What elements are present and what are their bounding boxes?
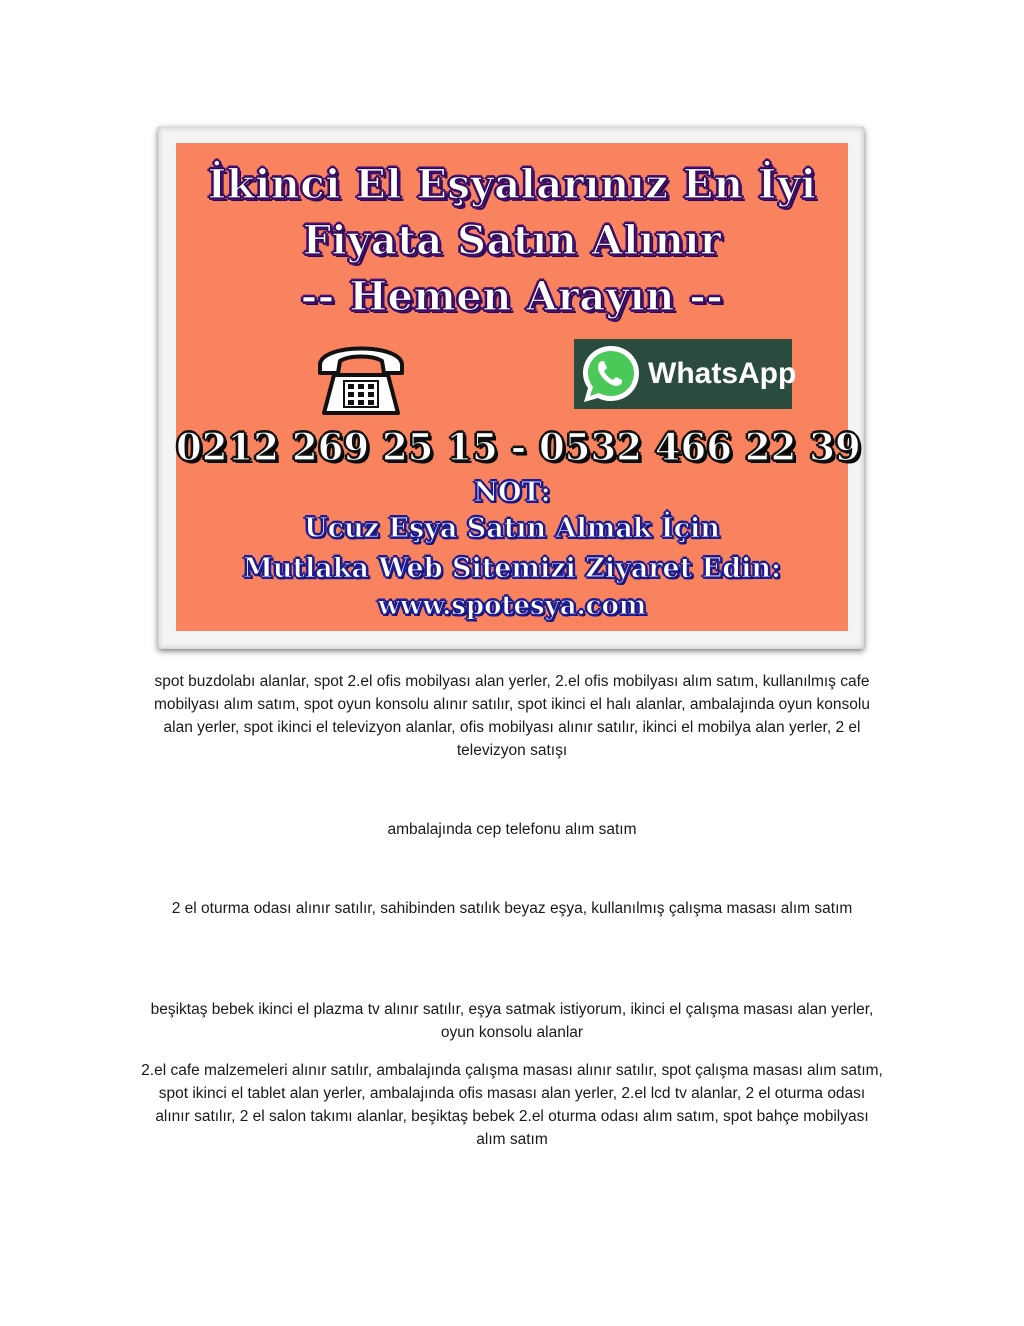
- banner-headline-line-2: Fiyata Satın Alınır: [302, 217, 722, 264]
- note-title: NOT:: [473, 477, 551, 508]
- whatsapp-logo-icon: [578, 341, 644, 407]
- paragraph-keywords-5: 2.el cafe malzemeleri alınır satılır, ambalajında çalışma masası alınır satılır, spot çalışma masası alım satım, spot ikinci el tablet alan yerler, ambalajında ofis masası alan yerler, 2.el lcd tv alanlar, 2 el oturma odası alınır satılır, 2 el salon takımı alanlar, beşiktaş bebek 2.el oturma odası alım satım, spot bahçe mobilyası alım satım: [141, 1062, 883, 1148]
- paragraph-keywords-2: ambalajında cep telefonu alım satım: [387, 821, 637, 838]
- phone-numbers: 0212 269 25 15 - 0532 466 22 39: [176, 425, 861, 469]
- paragraph-keywords-1: spot buzdolabı alanlar, spot 2.el ofis mobilyası alan yerler, 2.el ofis mobilyası alım satım, kullanılmış cafe mobilyası alım satım, spot oyun konsolu alınır satılır, spot ikinci el halı alanlar, ambalajında oyun konsolu alan yerler, spot ikinci el televizyon alanlar, ofis mobilyası alınır satılır, ikinci el mobilya alan yerler, 2 el televizyon satışı: [154, 673, 870, 759]
- banner-headline-line-1: İkinci El Eşyalarınız En İyi: [207, 161, 817, 208]
- whatsapp-label: WhatsApp: [648, 357, 797, 390]
- whatsapp-badge: [574, 339, 797, 409]
- banner-headline-line-3: -- Hemen Arayın --: [300, 273, 724, 320]
- paragraph-keywords-4: beşiktaş bebek ikinci el plazma tv alınır satılır, eşya satmak istiyorum, ikinci el çalışma masası alan yerler, oyun konsolu alanlar: [150, 1001, 874, 1041]
- paragraph-keywords-3: 2 el oturma odası alınır satılır, sahibinden satılık beyaz eşya, kullanılmış çalışma masası alım satım: [171, 900, 853, 917]
- advertisement-banner: [176, 143, 861, 631]
- telephone-icon: [314, 335, 408, 421]
- note-line-1: Ucuz Eşya Satın Almak İçin: [304, 513, 720, 544]
- advertisement-banner-frame: [158, 127, 864, 649]
- note-line-2: Mutlaka Web Sitemizi Ziyaret Edin:: [243, 553, 781, 584]
- note-url: www.spotesya.com: [377, 591, 647, 621]
